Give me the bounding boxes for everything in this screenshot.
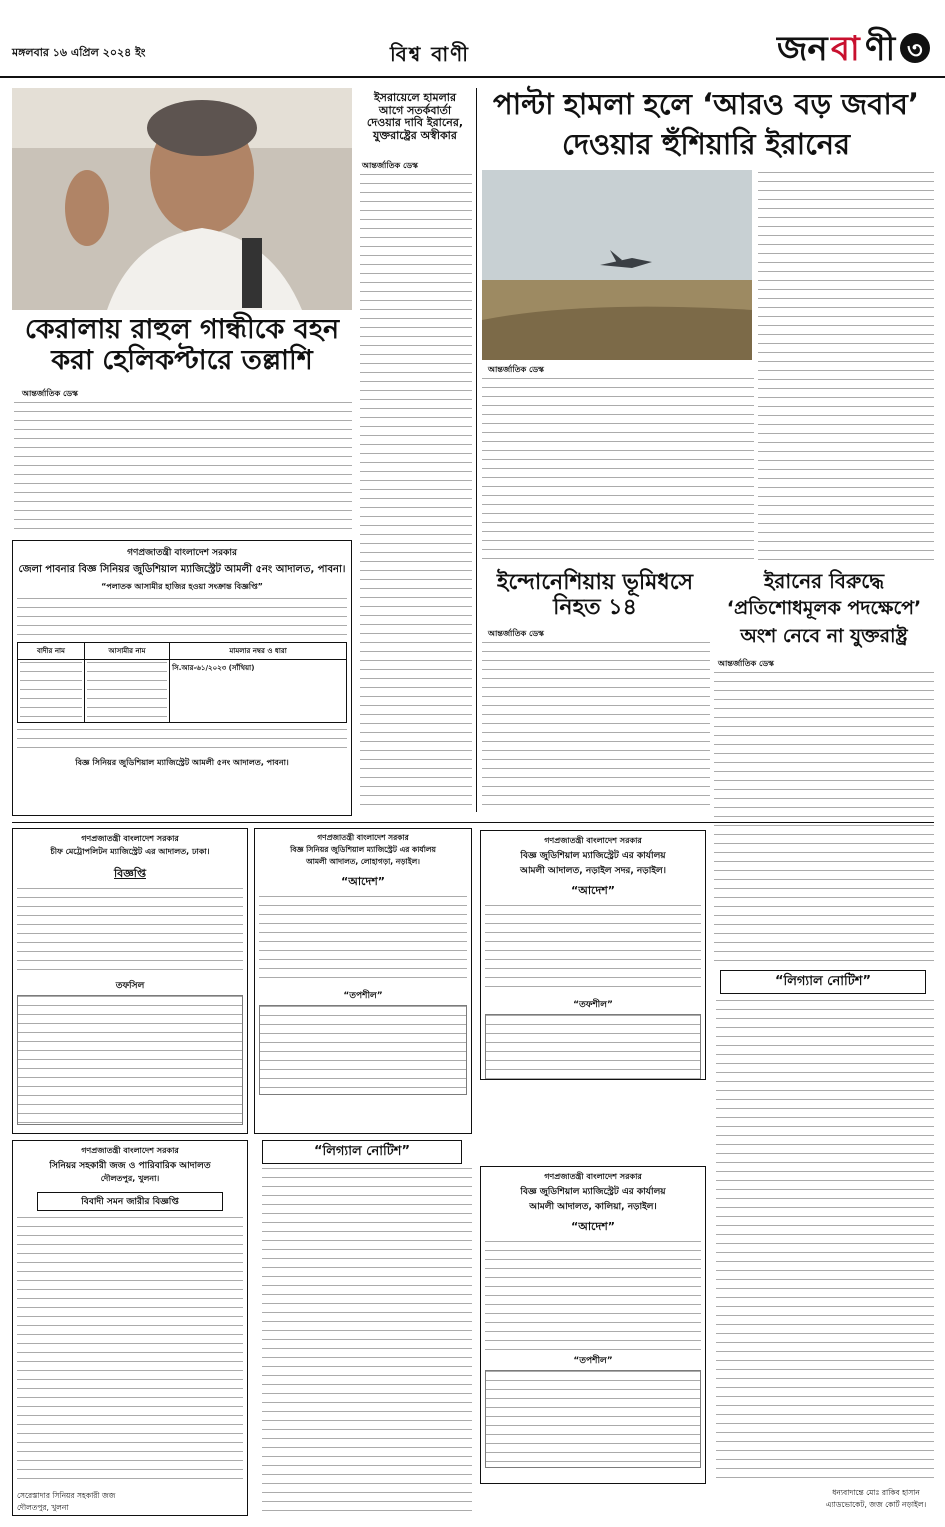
khulna-title: বিবাদী সমন জারীর বিজ্ঞপ্তি	[37, 1192, 223, 1211]
narail-sadar-table	[485, 1014, 701, 1080]
pabna-sign	[17, 729, 347, 753]
indonesia-tag: আন্তর্জাতিক ডেস্ক	[488, 629, 544, 638]
section-title: বিশ্ব বাণী	[390, 42, 470, 66]
narail-sadar-gov: গণপ্রজাতন্ত্রী বাংলাদেশ সরকার	[544, 836, 642, 845]
kalia-text	[485, 1241, 701, 1351]
svg-text:ণী: ণী	[865, 29, 896, 69]
column-divider	[476, 88, 477, 812]
iran-headline-1: পাল্টা হামলা হলে ‘আরও বড় জবাব’	[493, 87, 919, 121]
jet-photo	[482, 170, 752, 360]
legal-notice-banner-right: “লিগ্যাল নোটিশ”	[720, 970, 926, 994]
rahul-gandhi-photo	[12, 88, 352, 310]
rahul-headline: কেরালায় রাহুল গান্ধীকে বহন করা হেলিকপ্টারে তল্লাশি	[24, 314, 340, 377]
rahul-body	[14, 402, 352, 536]
khulna-text	[17, 1217, 243, 1487]
indonesia-body	[482, 642, 710, 812]
kalia-table-title: “তপশীল”	[573, 1356, 613, 1366]
kalia-gov: গণপ্রজাতন্ত্রী বাংলাদেশ সরকার	[544, 1172, 642, 1181]
lohagara-text	[259, 896, 467, 986]
pabna-court: জেলা পাবনার বিজ্ঞ সিনিয়র জুডিশিয়াল ম্যাজিস্ট্রেট আমলী ৫নং আদালত, পাবনা।	[18, 564, 346, 575]
narail-sadar-sub: আমলী আদালত, নড়াইল সদর, নড়াইল।	[520, 866, 666, 876]
lohagara-gov: গণপ্রজাতন্ত্রী বাংলাদেশ সরকার	[317, 833, 409, 842]
us-body	[714, 672, 934, 964]
khulna-court: সিনিয়র সহকারী জজ ও পারিবারিক আদালত	[49, 1161, 211, 1171]
pabna-footer: বিজ্ঞ সিনিয়র জুডিশিয়াল ম্যাজিস্ট্রেট আমলী ৫নং আদালত, পাবনা।	[75, 758, 289, 767]
us-tag: আন্তর্জাতিক ডেস্ক	[718, 659, 774, 668]
pabna-text	[17, 598, 347, 638]
rahul-tag: আন্তর্জাতিক ডেস্ক	[22, 389, 78, 398]
israel-tag: আন্তর্জাতিক ডেস্ক	[362, 161, 418, 170]
pabna-table	[17, 642, 347, 723]
legal-notice-banner-center: “লিগ্যাল নোটিশ”	[262, 1140, 462, 1164]
narail-sadar-title: “আদেশ”	[571, 884, 615, 897]
dhaka-title: বিজ্ঞপ্তি	[114, 867, 146, 880]
lohagara-title: “আদেশ”	[341, 875, 385, 888]
pabna-col2: আসামীর নাম	[84, 643, 169, 660]
svg-text:৩: ৩	[907, 36, 923, 64]
dhaka-table	[17, 995, 243, 1125]
lohagara-table	[259, 1005, 467, 1095]
narail-sadar-text	[485, 905, 701, 995]
lohagara-sub: আমলী আদালত, লোহাগড়া, নড়াইল।	[306, 857, 420, 866]
kalia-title: “আদেশ”	[571, 1220, 615, 1233]
dhaka-table-title: তফসিল	[115, 981, 145, 991]
section-divider	[12, 822, 934, 823]
legal-notice-center-text	[262, 1168, 472, 1514]
pabna-notice	[12, 540, 352, 816]
kalia-notice	[480, 1166, 706, 1484]
us-headline-2: ‘প্রতিশোধমূলক পদক্ষেপে’	[726, 597, 922, 619]
us-headline-1: ইরানের বিরুদ্ধে	[763, 569, 885, 593]
narail-sadar-notice	[480, 830, 706, 1080]
iran-headline-2: দেওয়ার হুঁশিয়ারি ইরানের	[561, 127, 851, 161]
lohagara-court: বিজ্ঞ সিনিয়র জুডিশিয়াল ম্যাজিস্ট্রেট এর কার্যালয়	[290, 845, 436, 854]
issue-date: মঙ্গলবার ১৬ এপ্রিল ২০২৪ ইং	[12, 46, 146, 59]
pabna-col1: বাদীর নাম	[18, 643, 85, 660]
israel-body	[360, 174, 472, 812]
dhaka-notice	[12, 828, 248, 1134]
khulna-gov: গণপ্রজাতন্ত্রী বাংলাদেশ সরকার	[81, 1146, 179, 1155]
narail-sadar-court: বিজ্ঞ জুডিশিয়াল ম্যাজিস্ট্রেট এর কার্যালয়	[520, 851, 666, 861]
us-headline-3: অংশ নেবে না যুক্তরাষ্ট্র	[740, 625, 908, 647]
iran-tag: আন্তর্জাতিক ডেস্ক	[488, 365, 544, 374]
legal-notice-right-text	[716, 1000, 934, 1486]
dhaka-gov: গণপ্রজাতন্ত্রী বাংলাদেশ সরকার	[81, 834, 179, 843]
lohagara-notice	[254, 828, 472, 1134]
pabna-case: সি.আর-৬১/২০২৩ (সাঁথিয়া)	[170, 660, 347, 723]
pabna-gov: গণপ্রজাতন্ত্রী বাংলাদেশ সরকার	[127, 548, 237, 558]
kalia-table	[485, 1370, 701, 1468]
khulna-footer: সেরেস্তাদার সিনিয়র সহকারী জজ দৌলতপুর, খুলনা	[17, 1491, 116, 1512]
kalia-sub: আমলী আদালত, কালিয়া, নড়াইল।	[529, 1202, 657, 1212]
indonesia-headline: ইন্দোনেশিয়ায় ভূমিধসে নিহত ১৪	[496, 570, 694, 621]
pabna-subtitle: “পলাতক আসামীর হাজির হওয়া সংক্রান্ত বিজ্ঞপ্তি”	[101, 582, 263, 591]
newspaper-logo	[773, 20, 933, 72]
khulna-sub: দৌলতপুর, খুলনা।	[100, 1174, 160, 1183]
israel-headline: ইসরায়েলে হামলার আগে সতর্কবার্তা দেওয়ার দাবি ইরানের, যুক্তরাষ্ট্রের অস্বীকার	[366, 91, 464, 142]
lohagara-table-title: “তপশীল”	[343, 991, 383, 1001]
khulna-notice	[12, 1140, 248, 1516]
kalia-court: বিজ্ঞ জুডিশিয়াল ম্যাজিস্ট্রেট এর কার্যালয়	[520, 1187, 666, 1197]
svg-text:জন: জন	[777, 29, 828, 69]
legal-notice-right-footer: ধন্যবাদান্তে মোঃ রাকিব হাসান এ্যাডভোকেট, জজ কোর্ট নড়াইল।	[825, 1488, 927, 1509]
svg-text:বা: বা	[831, 29, 860, 69]
dhaka-court: চীফ মেট্রোপলিটন ম্যাজিস্ট্রেট এর আদালত, ঢাকা।	[50, 847, 210, 856]
iran-body-right	[758, 172, 934, 564]
pabna-col3: মামলার নম্বর ও ধারা	[170, 643, 347, 660]
dhaka-text	[17, 888, 243, 976]
narail-sadar-table-title: “তফশীল”	[573, 1000, 613, 1010]
iran-body-left	[482, 378, 754, 564]
